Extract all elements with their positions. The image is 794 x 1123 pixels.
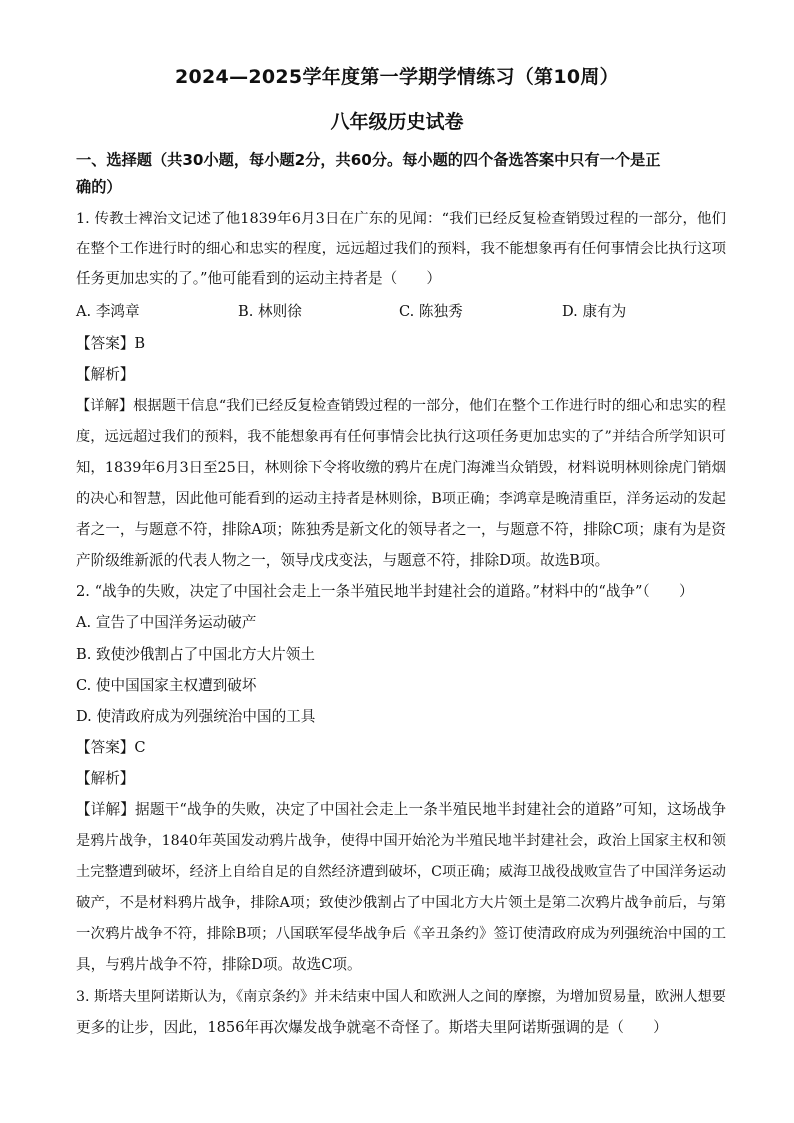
- q2-answer: 【答案】C: [76, 739, 146, 756]
- q2-detail-line: 是鸦片战争，1840年英国发动鸦片战争，使得中国开始沦为半殖民地半封建社会，政治上国家主权和领: [76, 833, 726, 849]
- q2-analysis-label: 【解析】: [76, 770, 135, 787]
- q1-detail-line: 的决心和智慧，因此他可能看到的运动主持者是林则徐，B项正确；李鸿章是晚清重臣，洋务运动的发起: [76, 491, 726, 507]
- q1-detail-line: 产阶级维新派的代表人物之一，领导戊戌变法，与题意不符，排除D项。故选B项。: [76, 552, 610, 569]
- q1-detail-line: 度，远远超过我们的预料，我不能想象再有任何事情会比执行这项任务更加忠实的了”并结合所学知识可: [76, 429, 726, 445]
- q1-answer: 【答案】B: [76, 335, 146, 352]
- q1-analysis-label: 【解析】: [76, 366, 135, 383]
- q2-detail-line: 具，与鸦片战争不符，排除D项。故选C项。: [76, 956, 362, 973]
- q1-stem-line: 在整个工作进行时的细心和忠实的程度，远远超过我们的预料，我不能想象再有任何事情会比执行这项: [76, 241, 726, 257]
- q2-option-b: B. 致使沙俄割占了中国北方大片领土: [76, 646, 315, 663]
- q1-option-d: D. 康有为: [562, 303, 627, 320]
- q3-stem-line: 更多的让步，因此，1856年再次爆发战争就毫不奇怪了。斯塔夫里阿诺斯强调的是（ ）: [76, 1019, 668, 1036]
- q3-stem-line: 3. 斯塔夫里阿诺斯认为，《南京条约》并未结束中国人和欧洲人之间的摩擦，为增加贸易量，欧洲人想要: [76, 989, 726, 1005]
- q1-option-b: B. 林则徐: [238, 303, 302, 320]
- q2-detail-line: 破产，不是材料鸦片战争，排除A项；致使沙俄割占了中国北方大片领土是第二次鸦片战争前后，与第: [76, 895, 726, 911]
- q1-stem-line: 1. 传教士裨治文记述了他1839年6月3日在广东的见闻：“我们已经反复检查销毁过程的一部分，他们: [76, 211, 726, 227]
- section-heading: 一、选择题（共30小题，每小题2分，共60分。每小题的四个备选答案中只有一个是正: [76, 151, 661, 169]
- q2-detail-line: 【详解】据题干“战争的失败，决定了中国社会走上一条半殖民地半封建社会的道路”可知，这场战争: [76, 801, 726, 818]
- q2-detail-line: 土完整遭到破坏，经济上自给自足的自然经济遭到破坏，C项正确；威海卫战役战败宣告了中国洋务运动: [76, 864, 726, 880]
- q2-stem: 2. “战争的失败，决定了中国社会走上一条半殖民地半封建社会的道路。”材料中的“战争”（ ）: [76, 583, 694, 600]
- q1-option-a: A. 李鸿章: [76, 303, 140, 320]
- page-subtitle: 八年级历史试卷: [330, 111, 464, 133]
- page-title: 2024—2025学年度第一学期学情练习（第10周）: [174, 66, 619, 88]
- q1-detail-line: 【详解】根据题干信息“我们已经反复检查销毁过程的一部分，他们在整个工作进行时的细心和忠实的程: [76, 398, 726, 414]
- q1-option-c: C. 陈独秀: [399, 303, 463, 320]
- q2-option-d: D. 使清政府成为列强统治中国的工具: [76, 708, 316, 725]
- q1-detail-line: 者之一，与题意不符，排除A项；陈独秀是新文化的领导者之一，与题意不符，排除C项；康有为是资: [76, 521, 726, 538]
- q1-stem-line: 任务更加忠实的了。”他可能看到的运动主持者是（ ）: [76, 270, 442, 287]
- q2-option-c: C. 使中国国家主权遭到破坏: [76, 677, 257, 694]
- section-heading-cont: 确的）: [76, 178, 122, 196]
- q2-option-a: A. 宣告了中国洋务运动破产: [76, 614, 257, 631]
- q2-detail-line: 一次鸦片战争不符，排除B项；八国联军侵华战争后《辛丑条约》签订使清政府成为列强统治中国的工: [76, 926, 726, 942]
- q1-detail-line: 知，1839年6月3日至25日，林则徐下令将收缴的鸦片在虎门海滩当众销毁，材料说明林则徐虎门销烟: [76, 460, 726, 476]
